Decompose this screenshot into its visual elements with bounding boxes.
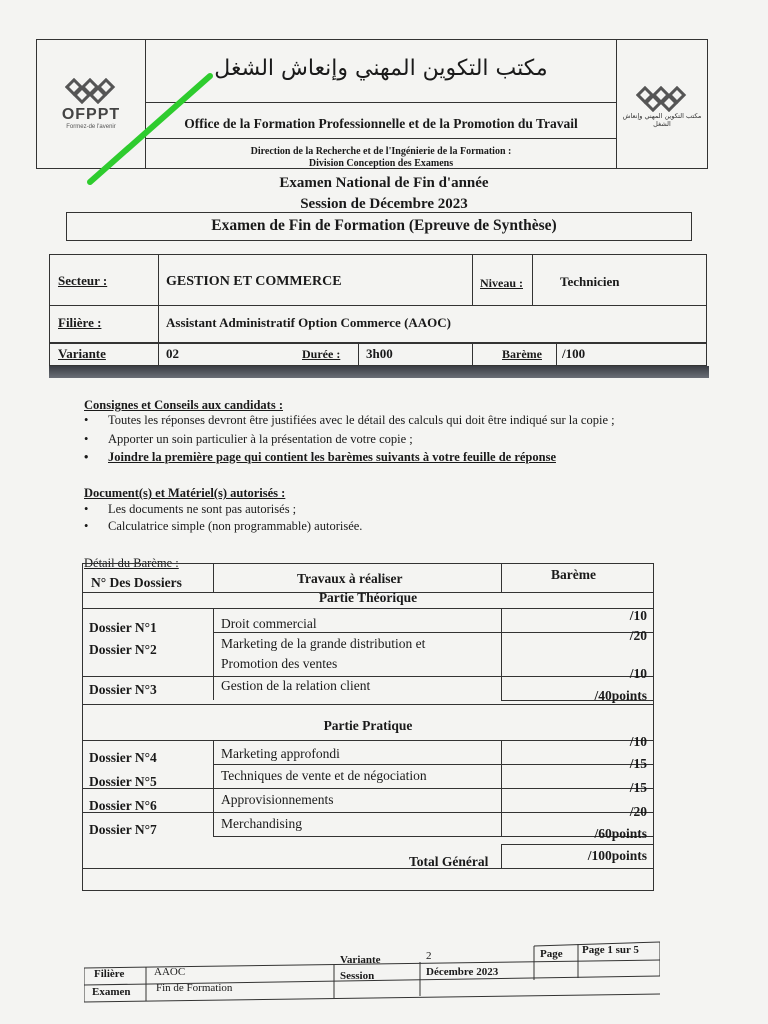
- ofppt-logo-icon-right: [636, 86, 688, 112]
- footer-session-value: Décembre 2023: [426, 966, 499, 978]
- secteur-value: GESTION ET COMMERCE: [166, 274, 342, 289]
- green-check-mark-icon: [82, 70, 222, 190]
- info-table: [49, 254, 707, 344]
- direction-line-1: Direction de la Recherche et de l'Ingénierie de la Formation :: [250, 146, 512, 157]
- ofppt-logo-subtitle: Formez-de l'avenir: [66, 124, 116, 130]
- footer-variante-label: Variante: [340, 954, 381, 966]
- footer-filiere-value: AAOC: [154, 966, 186, 978]
- table-row-points: /10: [629, 666, 647, 681]
- bareme-label: Barème: [502, 347, 542, 361]
- table-row-travaux: Techniques de vente et de négociation: [221, 768, 427, 783]
- variante-label: Variante: [58, 346, 106, 361]
- niveau-value: Technicien: [560, 274, 620, 289]
- theorique-total: /40points: [594, 688, 647, 703]
- footer-page-label: Page: [540, 948, 563, 960]
- exam-title-1: Examen National de Fin d'année: [279, 175, 489, 191]
- partie-pratique-header: Partie Pratique: [323, 718, 413, 733]
- table-row-travaux: Droit commercial: [221, 616, 317, 631]
- duree-label: Durée :: [302, 347, 341, 361]
- partie-theorique-header: Partie Théorique: [318, 590, 418, 605]
- footer-filiere-label: Filière: [94, 968, 125, 980]
- table-row-points: /20: [629, 628, 647, 643]
- col-bareme-header: Barème: [551, 567, 596, 582]
- filiere-label: Filière :: [58, 315, 102, 330]
- ofppt-logo-right-text: مكتب التكوين المهني وإنعاش الشغل: [622, 112, 702, 128]
- separator-bar: [49, 366, 709, 378]
- table-row-travaux: Marketing de la grande distribution et: [221, 636, 426, 651]
- filiere-value: Assistant Administratif Option Commerce (AAOC): [166, 315, 452, 330]
- table-row-dossier: Dossier N°4: [89, 750, 157, 765]
- table-row-points: /15: [629, 780, 647, 795]
- table-row-dossier: Dossier N°7: [89, 822, 157, 837]
- exam-title-2: Session de Décembre 2023: [300, 196, 468, 212]
- col-dossiers-header: N° Des Dossiers: [91, 575, 182, 590]
- table-row-dossier: Dossier N°2: [89, 642, 157, 657]
- document-item: • Calculatrice simple (non programmable) autorisée.: [108, 519, 362, 534]
- consigne-item: • Joindre la première page qui contient les barèmes suivants à votre feuille de réponse: [108, 450, 556, 465]
- consigne-item: • Toutes les réponses devront être justifiées avec le détail des calculs qui doit être indiqué sur la copie ;: [108, 413, 615, 428]
- ofppt-logo-text: OFPPT: [61, 106, 121, 123]
- niveau-label: Niveau :: [480, 276, 523, 290]
- office-title: Office de la Formation Professionnelle et de la Promotion du Travail: [184, 116, 578, 131]
- footer-session-label: Session: [340, 970, 375, 982]
- footer-variante-value: 2: [426, 950, 432, 962]
- consignes-title: Consignes et Conseils aux candidats :: [84, 398, 283, 412]
- pratique-total: /60points: [594, 826, 647, 841]
- documents-title: Document(s) et Matériel(s) autorisés :: [84, 486, 286, 500]
- table-row-points: /15: [629, 756, 647, 771]
- variante-value: 02: [166, 346, 179, 361]
- table-row-travaux: Merchandising: [221, 816, 302, 831]
- table-row-points: /20: [629, 804, 647, 819]
- ofppt-logo-right: [616, 40, 707, 168]
- table-row-points: /10: [629, 608, 647, 623]
- footer-page-value: Page 1 sur 5: [582, 944, 639, 956]
- total-general-label: Total Général: [409, 854, 489, 869]
- bareme-table: [82, 563, 654, 891]
- table-row-travaux: Marketing approfondi: [221, 746, 340, 761]
- table-row-travaux: Approvisionnements: [221, 792, 334, 807]
- secteur-label: Secteur :: [58, 273, 108, 288]
- table-row-dossier: Dossier N°3: [89, 682, 157, 697]
- table-row-dossier: Dossier N°1: [89, 620, 157, 635]
- bareme-value: /100: [562, 346, 586, 361]
- table-row-travaux: Gestion de la relation client: [221, 678, 371, 693]
- table-row-points: /10: [629, 734, 647, 749]
- col-travaux-header: Travaux à réaliser: [297, 571, 403, 586]
- bareme-title: Détail du Barème :: [84, 556, 179, 570]
- variante-table: [49, 342, 707, 366]
- table-row-dossier: Dossier N°5: [89, 774, 157, 789]
- direction-line-2: Division Conception des Examens: [308, 158, 454, 169]
- footer-examen-label: Examen: [92, 986, 131, 998]
- duree-value: 3h00: [366, 346, 393, 361]
- table-row-dossier: Dossier N°6: [89, 798, 157, 813]
- total-general-value: /100points: [587, 848, 647, 863]
- consigne-item: • Apporter un soin particulier à la présentation de votre copie ;: [108, 432, 413, 447]
- table-row-travaux-line2: Promotion des ventes: [221, 656, 338, 671]
- document-item: • Les documents ne sont pas autorisés ;: [108, 502, 296, 517]
- exam-title-3: Examen de Fin de Formation (Epreuve de Synthèse): [211, 217, 557, 234]
- arabic-title: مكتب التكوين المهني وإنعاش الشغل: [214, 56, 548, 81]
- footer-examen-value: Fin de Formation: [156, 982, 233, 994]
